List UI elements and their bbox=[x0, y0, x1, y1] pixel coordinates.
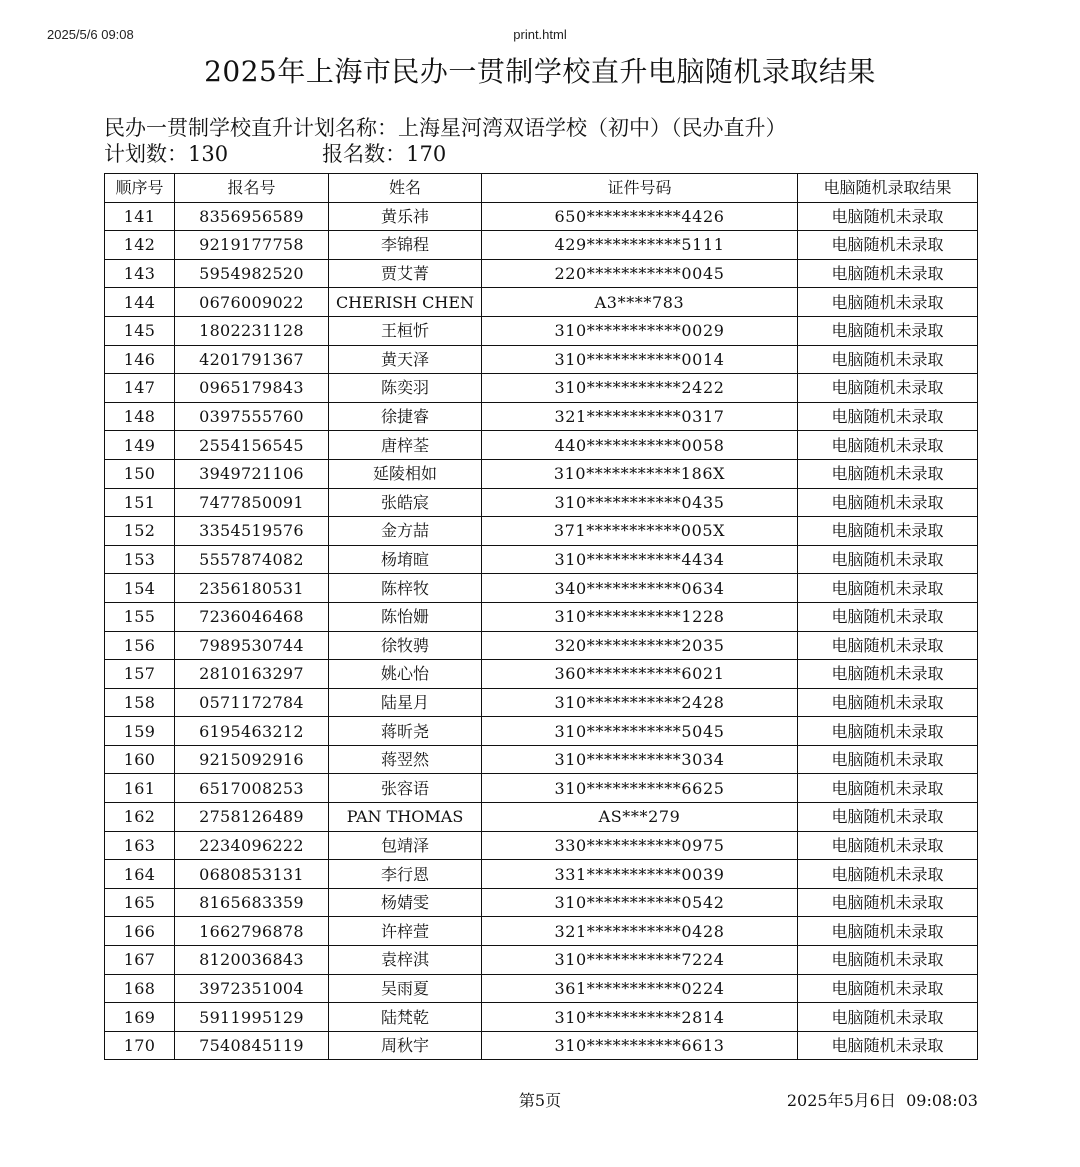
cell-id: 330***********0975 bbox=[482, 831, 798, 860]
cell-result: 电脑随机未录取 bbox=[798, 917, 978, 946]
cell-seq: 152 bbox=[105, 517, 175, 546]
table-row bbox=[105, 288, 978, 317]
cell-id: 310***********4434 bbox=[482, 545, 798, 574]
table-row bbox=[105, 774, 978, 803]
cell-id: 650***********4426 bbox=[482, 202, 798, 231]
cell-seq: 156 bbox=[105, 631, 175, 660]
page-number: 第5页 bbox=[518, 1091, 562, 1110]
cell-id: 310***********0014 bbox=[482, 345, 798, 374]
table-row bbox=[105, 1003, 978, 1032]
cell-id: 310***********5045 bbox=[482, 717, 798, 746]
print-header-datetime: 2025/5/6 09:08 bbox=[47, 27, 134, 42]
cell-id: 310***********6625 bbox=[482, 774, 798, 803]
cell-seq: 154 bbox=[105, 574, 175, 603]
cell-name: 袁梓淇 bbox=[329, 946, 482, 975]
cell-reg: 3354519576 bbox=[175, 517, 329, 546]
header-reg: 报名号 bbox=[175, 174, 329, 203]
table-row bbox=[105, 402, 978, 431]
cell-result: 电脑随机未录取 bbox=[798, 831, 978, 860]
cell-id: 371***********005X bbox=[482, 517, 798, 546]
cell-name: 陈梓牧 bbox=[329, 574, 482, 603]
table-header-row bbox=[105, 174, 978, 203]
cell-reg: 4201791367 bbox=[175, 345, 329, 374]
cell-seq: 155 bbox=[105, 602, 175, 631]
cell-result: 电脑随机未录取 bbox=[798, 888, 978, 917]
cell-id: 310***********2428 bbox=[482, 688, 798, 717]
header-name: 姓名 bbox=[329, 174, 482, 203]
cell-result: 电脑随机未录取 bbox=[798, 545, 978, 574]
cell-seq: 158 bbox=[105, 688, 175, 717]
table-row bbox=[105, 803, 978, 832]
cell-name: 陆梵乾 bbox=[329, 1003, 482, 1032]
table-row bbox=[105, 660, 978, 689]
cell-reg: 8165683359 bbox=[175, 888, 329, 917]
cell-name: 周秋宇 bbox=[329, 1031, 482, 1060]
cell-seq: 166 bbox=[105, 917, 175, 946]
cell-id: 310***********3034 bbox=[482, 745, 798, 774]
header-id: 证件号码 bbox=[482, 174, 798, 203]
table-row bbox=[105, 545, 978, 574]
cell-reg: 3949721106 bbox=[175, 459, 329, 488]
cell-id: 310***********0029 bbox=[482, 316, 798, 345]
cell-name: 贾艾菁 bbox=[329, 259, 482, 288]
table-row bbox=[105, 831, 978, 860]
table-row bbox=[105, 745, 978, 774]
table-row bbox=[105, 574, 978, 603]
print-header-filename: print.html bbox=[513, 27, 567, 42]
table-row bbox=[105, 888, 978, 917]
table-row bbox=[105, 631, 978, 660]
cell-id: 320***********2035 bbox=[482, 631, 798, 660]
cell-name: 包靖泽 bbox=[329, 831, 482, 860]
cell-id: 361***********0224 bbox=[482, 974, 798, 1003]
table-row bbox=[105, 488, 978, 517]
cell-name: 徐牧骋 bbox=[329, 631, 482, 660]
table-row bbox=[105, 688, 978, 717]
cell-name: 杨婧雯 bbox=[329, 888, 482, 917]
cell-name: 吴雨夏 bbox=[329, 974, 482, 1003]
cell-result: 电脑随机未录取 bbox=[798, 288, 978, 317]
cell-result: 电脑随机未录取 bbox=[798, 688, 978, 717]
cell-result: 电脑随机未录取 bbox=[798, 803, 978, 832]
table-row bbox=[105, 517, 978, 546]
cell-result: 电脑随机未录取 bbox=[798, 1003, 978, 1032]
cell-result: 电脑随机未录取 bbox=[798, 717, 978, 746]
table-row bbox=[105, 374, 978, 403]
table-row bbox=[105, 602, 978, 631]
cell-result: 电脑随机未录取 bbox=[798, 860, 978, 889]
cell-id: AS***279 bbox=[482, 803, 798, 832]
cell-reg: 6517008253 bbox=[175, 774, 329, 803]
cell-reg: 0965179843 bbox=[175, 374, 329, 403]
cell-reg: 2356180531 bbox=[175, 574, 329, 603]
cell-name: 张皓宸 bbox=[329, 488, 482, 517]
cell-reg: 0676009022 bbox=[175, 288, 329, 317]
plan-count: 计划数：130 bbox=[104, 142, 229, 166]
table-row bbox=[105, 917, 978, 946]
cell-name: 陈怡姗 bbox=[329, 602, 482, 631]
cell-reg: 1802231128 bbox=[175, 316, 329, 345]
table-row bbox=[105, 459, 978, 488]
cell-seq: 162 bbox=[105, 803, 175, 832]
cell-id: 429***********5111 bbox=[482, 231, 798, 260]
cell-id: 440***********0058 bbox=[482, 431, 798, 460]
cell-result: 电脑随机未录取 bbox=[798, 1031, 978, 1060]
cell-seq: 145 bbox=[105, 316, 175, 345]
footer-timestamp: 2025年5月6日 09:08:03 bbox=[786, 1091, 978, 1110]
cell-name: 陆星月 bbox=[329, 688, 482, 717]
cell-result: 电脑随机未录取 bbox=[798, 974, 978, 1003]
cell-result: 电脑随机未录取 bbox=[798, 316, 978, 345]
cell-seq: 149 bbox=[105, 431, 175, 460]
cell-seq: 157 bbox=[105, 660, 175, 689]
cell-id: 331***********0039 bbox=[482, 860, 798, 889]
cell-name: 金方喆 bbox=[329, 517, 482, 546]
cell-name: 徐捷睿 bbox=[329, 402, 482, 431]
header-result: 电脑随机录取结果 bbox=[798, 174, 978, 203]
cell-id: 310***********7224 bbox=[482, 946, 798, 975]
cell-seq: 146 bbox=[105, 345, 175, 374]
cell-result: 电脑随机未录取 bbox=[798, 259, 978, 288]
table-row bbox=[105, 860, 978, 889]
cell-reg: 0397555760 bbox=[175, 402, 329, 431]
cell-reg: 7989530744 bbox=[175, 631, 329, 660]
table-row bbox=[105, 316, 978, 345]
cell-id: 310***********186X bbox=[482, 459, 798, 488]
cell-result: 电脑随机未录取 bbox=[798, 745, 978, 774]
cell-reg: 3972351004 bbox=[175, 974, 329, 1003]
cell-seq: 164 bbox=[105, 860, 175, 889]
cell-name: 王桓忻 bbox=[329, 316, 482, 345]
cell-seq: 167 bbox=[105, 946, 175, 975]
cell-name: 陈奕羽 bbox=[329, 374, 482, 403]
cell-id: 310***********2422 bbox=[482, 374, 798, 403]
cell-reg: 5954982520 bbox=[175, 259, 329, 288]
cell-seq: 161 bbox=[105, 774, 175, 803]
cell-reg: 5911995129 bbox=[175, 1003, 329, 1032]
cell-name: 李锦程 bbox=[329, 231, 482, 260]
cell-seq: 168 bbox=[105, 974, 175, 1003]
cell-result: 电脑随机未录取 bbox=[798, 946, 978, 975]
cell-seq: 151 bbox=[105, 488, 175, 517]
cell-name: 黄天泽 bbox=[329, 345, 482, 374]
plan-counts-line bbox=[104, 138, 446, 168]
cell-seq: 163 bbox=[105, 831, 175, 860]
cell-reg: 1662796878 bbox=[175, 917, 329, 946]
cell-reg: 2554156545 bbox=[175, 431, 329, 460]
cell-id: 310***********2814 bbox=[482, 1003, 798, 1032]
cell-id: 321***********0317 bbox=[482, 402, 798, 431]
header-seq: 顺序号 bbox=[105, 174, 175, 203]
cell-result: 电脑随机未录取 bbox=[798, 202, 978, 231]
table-row bbox=[105, 974, 978, 1003]
cell-result: 电脑随机未录取 bbox=[798, 345, 978, 374]
cell-seq: 153 bbox=[105, 545, 175, 574]
cell-reg: 2810163297 bbox=[175, 660, 329, 689]
cell-seq: 143 bbox=[105, 259, 175, 288]
cell-reg: 2234096222 bbox=[175, 831, 329, 860]
cell-name: 延陵相如 bbox=[329, 459, 482, 488]
cell-name: 杨堉暄 bbox=[329, 545, 482, 574]
cell-result: 电脑随机未录取 bbox=[798, 374, 978, 403]
cell-seq: 148 bbox=[105, 402, 175, 431]
table-row bbox=[105, 717, 978, 746]
cell-seq: 160 bbox=[105, 745, 175, 774]
cell-id: A3****783 bbox=[482, 288, 798, 317]
cell-id: 310***********6613 bbox=[482, 1031, 798, 1060]
cell-id: 310***********0435 bbox=[482, 488, 798, 517]
cell-result: 电脑随机未录取 bbox=[798, 402, 978, 431]
table-body bbox=[105, 202, 978, 1060]
cell-reg: 8120036843 bbox=[175, 946, 329, 975]
cell-reg: 8356956589 bbox=[175, 202, 329, 231]
cell-seq: 141 bbox=[105, 202, 175, 231]
table-row bbox=[105, 946, 978, 975]
cell-name: 蒋昕尧 bbox=[329, 717, 482, 746]
cell-seq: 144 bbox=[105, 288, 175, 317]
table-row bbox=[105, 259, 978, 288]
cell-seq: 159 bbox=[105, 717, 175, 746]
cell-name: 姚心怡 bbox=[329, 660, 482, 689]
cell-id: 220***********0045 bbox=[482, 259, 798, 288]
cell-reg: 7477850091 bbox=[175, 488, 329, 517]
table-row bbox=[105, 345, 978, 374]
cell-seq: 147 bbox=[105, 374, 175, 403]
cell-result: 电脑随机未录取 bbox=[798, 431, 978, 460]
cell-name: 黄乐祎 bbox=[329, 202, 482, 231]
cell-id: 340***********0634 bbox=[482, 574, 798, 603]
cell-result: 电脑随机未录取 bbox=[798, 631, 978, 660]
cell-name: CHERISH CHEN bbox=[329, 288, 482, 317]
results-table bbox=[104, 173, 978, 1060]
cell-reg: 6195463212 bbox=[175, 717, 329, 746]
cell-result: 电脑随机未录取 bbox=[798, 488, 978, 517]
cell-seq: 165 bbox=[105, 888, 175, 917]
cell-id: 360***********6021 bbox=[482, 660, 798, 689]
cell-reg: 0680853131 bbox=[175, 860, 329, 889]
cell-seq: 169 bbox=[105, 1003, 175, 1032]
table-row bbox=[105, 431, 978, 460]
cell-result: 电脑随机未录取 bbox=[798, 459, 978, 488]
cell-seq: 170 bbox=[105, 1031, 175, 1060]
cell-name: PAN THOMAS bbox=[329, 803, 482, 832]
cell-reg: 9215092916 bbox=[175, 745, 329, 774]
cell-id: 310***********0542 bbox=[482, 888, 798, 917]
page-title: 2025年上海市民办一贯制学校直升电脑随机录取结果 bbox=[204, 55, 876, 88]
cell-result: 电脑随机未录取 bbox=[798, 574, 978, 603]
table-row bbox=[105, 202, 978, 231]
cell-result: 电脑随机未录取 bbox=[798, 602, 978, 631]
cell-reg: 2758126489 bbox=[175, 803, 329, 832]
cell-result: 电脑随机未录取 bbox=[798, 517, 978, 546]
signup-count: 报名数：170 bbox=[322, 142, 447, 166]
cell-name: 蒋翌然 bbox=[329, 745, 482, 774]
cell-reg: 7540845119 bbox=[175, 1031, 329, 1060]
cell-result: 电脑随机未录取 bbox=[798, 660, 978, 689]
cell-seq: 150 bbox=[105, 459, 175, 488]
cell-reg: 5557874082 bbox=[175, 545, 329, 574]
cell-reg: 0571172784 bbox=[175, 688, 329, 717]
cell-id: 310***********1228 bbox=[482, 602, 798, 631]
table-row bbox=[105, 1031, 978, 1060]
cell-result: 电脑随机未录取 bbox=[798, 774, 978, 803]
cell-name: 唐梓荃 bbox=[329, 431, 482, 460]
cell-name: 许梓萱 bbox=[329, 917, 482, 946]
plan-name-line: 民办一贯制学校直升计划名称：上海星河湾双语学校（初中）（民办直升） bbox=[104, 116, 787, 140]
cell-reg: 7236046468 bbox=[175, 602, 329, 631]
cell-reg: 9219177758 bbox=[175, 231, 329, 260]
cell-id: 321***********0428 bbox=[482, 917, 798, 946]
table-row bbox=[105, 231, 978, 260]
cell-name: 张容语 bbox=[329, 774, 482, 803]
cell-result: 电脑随机未录取 bbox=[798, 231, 978, 260]
cell-name: 李行恩 bbox=[329, 860, 482, 889]
cell-seq: 142 bbox=[105, 231, 175, 260]
